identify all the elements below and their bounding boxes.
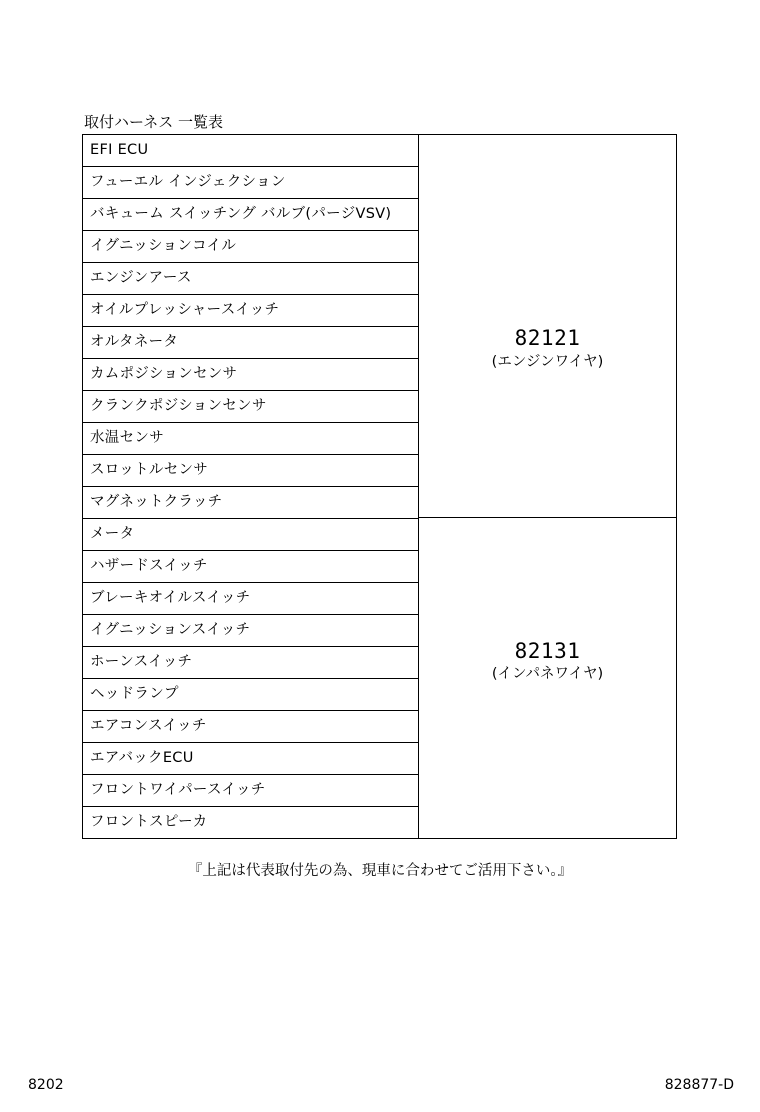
- harness-code: 82121: [514, 326, 581, 350]
- harness-name: (インパネワイヤ): [491, 666, 604, 682]
- harness-group-instrument-panel-wire: [419, 518, 676, 838]
- part-row: スロットルセンサ: [83, 455, 418, 487]
- part-row: フロントスピーカ: [90, 814, 208, 830]
- parts-column: [83, 135, 419, 838]
- harness-table: [82, 134, 677, 839]
- part-row: ハザードスイッチ: [83, 551, 418, 583]
- part-row: ホーンスイッチ: [83, 647, 418, 679]
- page-title: 取付ハーネス 一覧表: [84, 113, 224, 131]
- part-row: イグニッションコイル: [83, 231, 418, 263]
- part-row: ヘッドランプ: [83, 679, 418, 711]
- part-row: オイルプレッシャースイッチ: [83, 295, 418, 327]
- harness-group-engine-wire: [419, 135, 676, 518]
- part-row: エアコンスイッチ: [83, 711, 418, 743]
- harness-name: (エンジンワイヤ): [491, 354, 604, 370]
- part-row: フロントワイパースイッチ: [83, 775, 418, 807]
- part-row: バキューム スイッチング バルブ(パージVSV): [83, 199, 418, 231]
- part-row: エアバックECU: [83, 743, 418, 775]
- part-row: マグネットクラッチ: [83, 487, 418, 519]
- footnote: 『上記は代表取付先の為、現車に合わせてご活用下さい。』: [187, 863, 573, 879]
- part-row: EFI ECU: [83, 135, 418, 167]
- part-row: メータ: [83, 519, 418, 551]
- part-row: フューエル インジェクション: [83, 167, 418, 199]
- part-row: クランクポジションセンサ: [83, 391, 418, 423]
- part-row: オルタネータ: [83, 327, 418, 359]
- part-row: 水温センサ: [83, 423, 418, 455]
- part-row: ブレーキオイルスイッチ: [83, 583, 418, 615]
- page-number: 8202: [28, 1077, 64, 1093]
- part-row: カムポジションセンサ: [83, 359, 418, 391]
- part-row: エンジンアース: [83, 263, 418, 295]
- part-row: イグニッションスイッチ: [83, 615, 418, 647]
- harness-code: 82131: [514, 639, 581, 663]
- figure-number: 828877-D: [664, 1077, 734, 1093]
